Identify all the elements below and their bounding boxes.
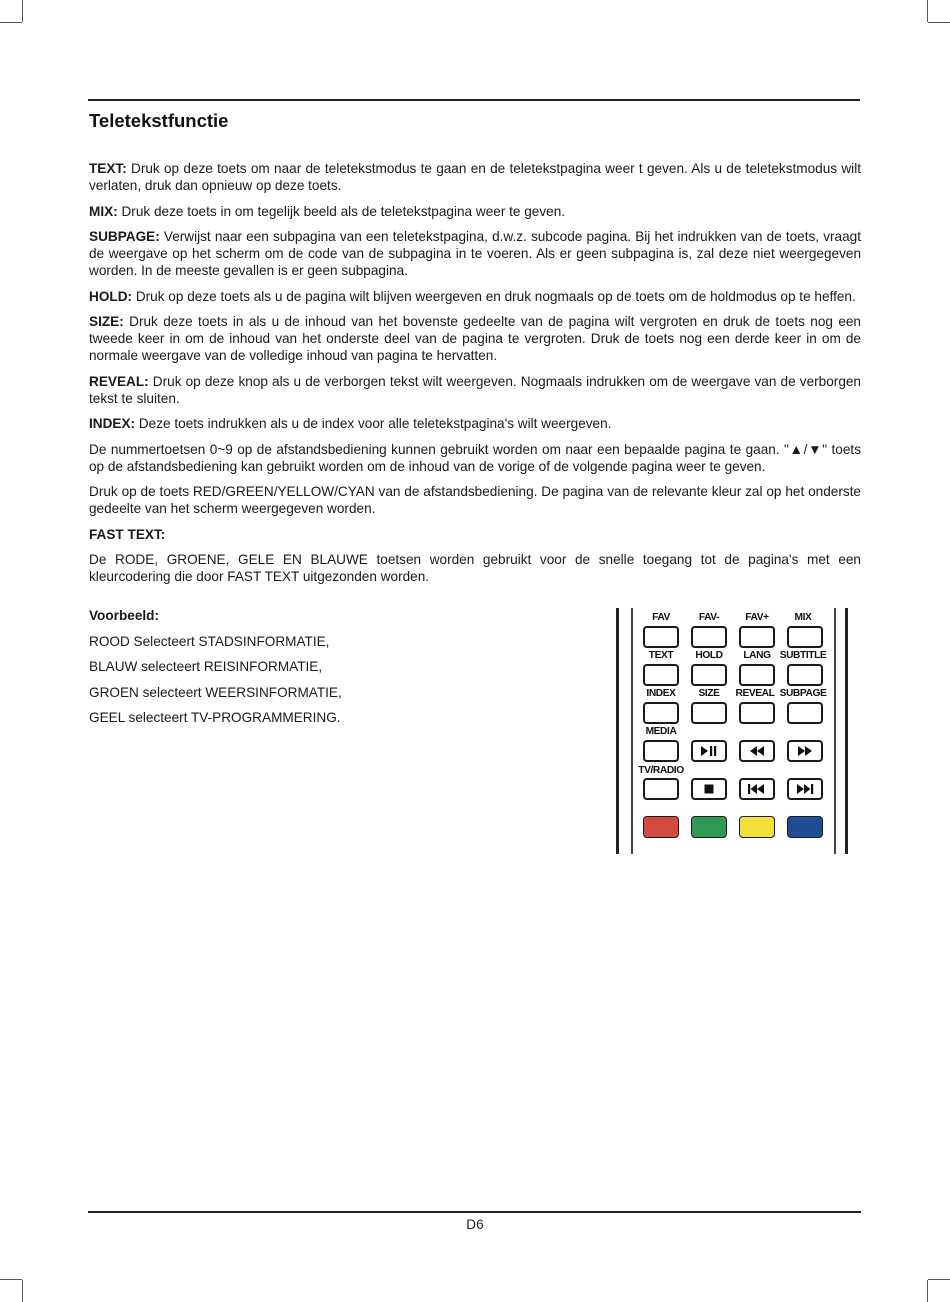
term-label: SUBPAGE: [89, 229, 160, 244]
page-number: D6 [466, 1217, 484, 1232]
term-description: Druk op deze toets om naar de teletekstmodus te gaan en de teletekstpagina weer t geven. Als u de teletekstmodus wilt verlaten, druk dan opnieuw op deze toets. [89, 161, 861, 193]
red-button[interactable] [643, 816, 679, 838]
page-title: Teletekstfunctie [89, 110, 229, 131]
tv-radio-label: TV/RADIO [638, 765, 684, 776]
fast-forward-icon [796, 745, 814, 757]
fast-text-heading: FAST TEXT: [89, 526, 166, 542]
paragraph-colors: Druk op de toets RED/GREEN/YELLOW/CYAN van de afstandsbediening. De pagina van de relevante kleur zal op het onderste gedeelte van het scherm weergegeven worden. [89, 484, 861, 516]
paragraph-reveal [89, 373, 861, 407]
crop-mark [0, 1279, 22, 1280]
term-label: MIX: [89, 203, 118, 219]
example-heading: Voorbeeld: [89, 608, 159, 623]
crop-mark [22, 1280, 23, 1302]
remote-edge-left [616, 608, 619, 854]
term-label: SIZE: [89, 314, 124, 329]
skip-previous-icon [747, 783, 767, 795]
term-description: Druk op deze knop als u de verborgen tekst wilt weergeven. Nogmaals indrukken om de weergave van de verborgen tekst te sluiten. [89, 373, 861, 406]
crop-mark [928, 1279, 950, 1280]
rewind-button[interactable] [739, 740, 775, 762]
media-button[interactable] [643, 740, 679, 762]
size-label: SIZE [698, 688, 720, 699]
term-description: Verwijst naar een subpagina van een teletekstpagina, d.w.z. subcode pagina. Bij het indrukken van de toets, vraagt de weergave op het scherm om de code van de subpagina in te voeren. Als er geen subpagina is, zal deze niet weergegeven worden. In de meeste gevallen is er geen subpagina. [89, 229, 861, 278]
crop-mark [22, 0, 23, 22]
subtitle-button[interactable] [787, 664, 823, 686]
stop-button[interactable] [691, 778, 727, 800]
skip-previous-button[interactable] [739, 778, 775, 800]
term-description: Druk deze toets in als u de inhoud van het bovenste gedeelte van de pagina wilt vergroten en druk de toets nog een tweede keer in om de inhoud van het onderste deel van de pagina te vergroten. Druk de toets nog een derde keer in om de normale weergave van de volledige inhoud van pagina te hervatten. [89, 314, 861, 363]
paragraph-index [89, 415, 861, 432]
text-button[interactable] [643, 664, 679, 686]
skip-next-icon [795, 783, 815, 795]
fav-plus-button[interactable] [739, 626, 775, 648]
term-label: TEXT: [89, 161, 127, 176]
blue-button[interactable] [787, 816, 823, 838]
text-label: TEXT [648, 650, 674, 661]
yellow-button[interactable] [739, 816, 775, 838]
index-button[interactable] [643, 702, 679, 724]
green-button[interactable] [691, 816, 727, 838]
example-line: BLAUW selecteert REISINFORMATIE, [89, 659, 323, 674]
example-line: GEEL selecteert TV-PROGRAMMERING. [89, 710, 341, 725]
media-label: MEDIA [645, 726, 677, 737]
paragraph-text [89, 160, 861, 194]
paragraph-size [89, 313, 861, 364]
size-button[interactable] [691, 702, 727, 724]
term-description: Druk deze toets in om tegelijk beeld als de teletekstpagina weer te geven. [117, 203, 566, 219]
example-line: ROOD Selecteert STADSINFORMATIE, [89, 633, 330, 649]
stop-icon [703, 783, 715, 795]
lang-button[interactable] [739, 664, 775, 686]
index-label: INDEX [646, 688, 676, 699]
rewind-icon [748, 745, 766, 757]
fast-forward-button[interactable] [787, 740, 823, 762]
term-label: HOLD: [89, 288, 133, 304]
paragraph-hold [89, 288, 861, 305]
play-pause-icon [700, 745, 718, 757]
tv-radio-button[interactable] [643, 778, 679, 800]
crop-mark [0, 22, 22, 23]
paragraph-numbers: De nummertoetsen 0~9 op de afstandsbediening kunnen gebruikt worden om naar een bepaalde pagina te gaan. "▲/▼" toets op de afstandsbediening kan gebruikt worden om de inhoud van de vorige of de volgende pagina weer te geven. [89, 441, 861, 474]
paragraph-mix [89, 203, 861, 220]
term-description: Druk op deze toets als u de pagina wilt blijven weergeven en druk nogmaals op de toets om de holdmodus op te heffen. [132, 288, 856, 304]
term-description: Deze toets indrukken als u de index voor alle teletekstpagina's wilt weergeven. [135, 416, 612, 431]
mix-label: MIX [794, 612, 812, 623]
top-rule [88, 99, 860, 101]
hold-button[interactable] [691, 664, 727, 686]
skip-next-button[interactable] [787, 778, 823, 800]
fav-minus-button[interactable] [691, 626, 727, 648]
remote-edge-right-inner [834, 608, 836, 854]
term-label: REVEAL: [89, 373, 149, 389]
reveal-label: REVEAL [735, 688, 775, 699]
term-label: INDEX: [89, 416, 136, 431]
crop-mark [928, 22, 950, 23]
remote-edge-right [845, 608, 848, 854]
lang-label: LANG [743, 650, 771, 661]
example-line: GROEN selecteert WEERSINFORMATIE, [89, 684, 342, 700]
remote-control-illustration [616, 608, 850, 854]
bottom-rule [88, 1211, 861, 1213]
fav-label: FAV [652, 612, 670, 623]
crop-mark [927, 1280, 928, 1302]
hold-label: HOLD [695, 650, 723, 661]
main-content [89, 160, 861, 594]
subtitle-label: SUBTITLE [779, 650, 827, 661]
fav-button[interactable] [643, 626, 679, 648]
paragraph-subpage [89, 228, 861, 279]
example-block [89, 607, 342, 735]
crop-mark [927, 0, 928, 22]
reveal-button[interactable] [739, 702, 775, 724]
subpage-button[interactable] [787, 702, 823, 724]
fav-plus-label: FAV+ [745, 612, 769, 623]
paragraph-fast-text: De RODE, GROENE, GELE EN BLAUWE toetsen worden gebruikt voor de snelle toegang tot de pagina's met een kleurcodering die door FAST TEXT uitgezonden worden. [89, 552, 861, 584]
fav-minus-label: FAV- [698, 612, 720, 623]
mix-button[interactable] [787, 626, 823, 648]
subpage-label: SUBPAGE [779, 688, 827, 699]
play-pause-button[interactable] [691, 740, 727, 762]
